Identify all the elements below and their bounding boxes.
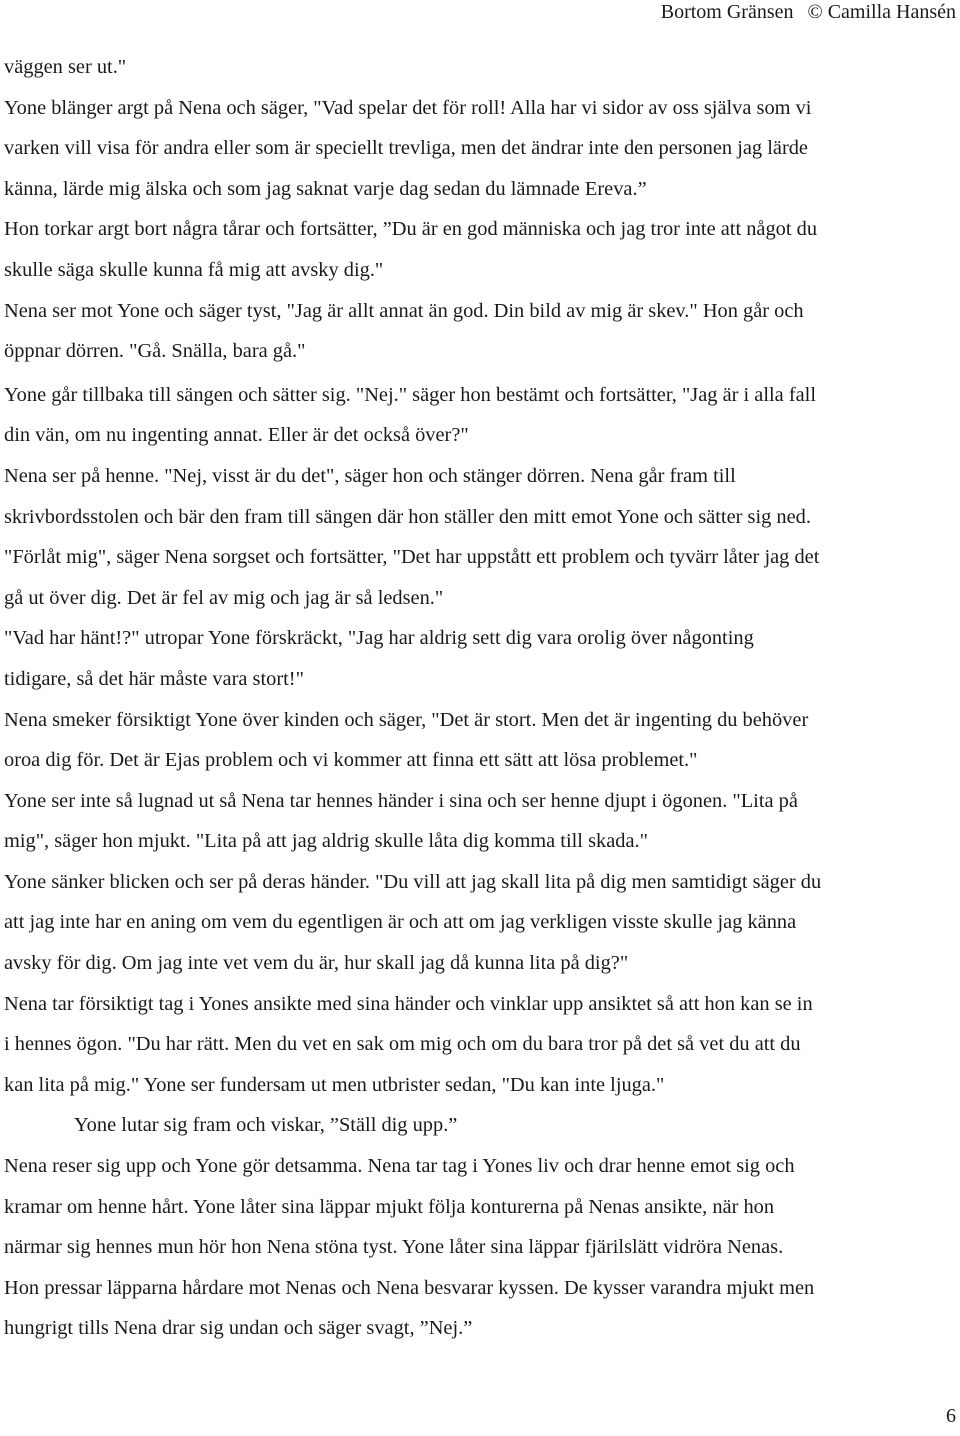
paragraph xyxy=(4,862,958,984)
page-header xyxy=(661,0,956,24)
text-line: känna, lärde mig älska och som jag saknat varje dag sedan du lämnade Ereva.” xyxy=(4,177,647,200)
header-author: © Camilla Hansén xyxy=(807,1,956,23)
text-line: Yone sänker blicken och ser på deras händer. "Du vill att jag skall lita på dig men samtidigt säger du xyxy=(4,870,822,893)
text-line: Nena reser sig upp och Yone gör detsamma. Nena tar tag i Yones liv och drar henne emot sig och xyxy=(4,1155,795,1178)
text-line: varken vill visa för andra eller som är speciellt trevliga, men det ändrar inte den personen jag lärde xyxy=(4,137,808,160)
text-line: Yone blänger argt på Nena och säger, "Vad spelar det för roll! Alla har vi sidor av oss själva som vi xyxy=(4,96,812,119)
text-line: Nena ser mot Yone och säger tyst, "Jag är allt annat än god. Din bild av mig är skev." Hon går och xyxy=(4,299,804,322)
text-line: väggen ser ut." xyxy=(4,56,127,78)
page-number: 6 xyxy=(946,1405,956,1427)
paragraph xyxy=(4,700,958,781)
paragraph xyxy=(4,1146,958,1268)
text-line: avsky för dig. Om jag inte vet vem du är, hur skall jag då kunna lita på dig?" xyxy=(4,952,629,975)
text-line: oroa dig för. Det är Ejas problem och vi kommer att finna ett sätt att lösa problemet." xyxy=(4,749,698,772)
text-line: Hon pressar läpparna hårdare mot Nenas och Nena besvarar kyssen. De kysser varandra mjukt men xyxy=(4,1276,815,1299)
text-line: att jag inte har en aning om vem du egentligen är och att om jag verkligen visste skulle jag känna xyxy=(4,911,797,934)
paragraph xyxy=(4,1268,958,1349)
paragraph xyxy=(4,781,958,862)
text-line: tidigare, så det här måste vara stort!" xyxy=(4,667,304,690)
paragraph xyxy=(4,537,958,618)
text-line: mig", säger hon mjukt. "Lita på att jag aldrig skulle låta dig komma till skada." xyxy=(4,830,648,853)
text-line: Nena ser på henne. "Nej, visst är du det", säger hon och stänger dörren. Nena går fram till xyxy=(4,464,736,487)
paragraph xyxy=(4,456,958,537)
text-line: din vän, om nu ingenting annat. Eller är det också över?" xyxy=(4,424,469,447)
text-line: i hennes ögon. "Du har rätt. Men du vet en sak om mig och om du bara tror på det så vet du att du xyxy=(4,1033,801,1056)
text-line: "Förlåt mig", säger Nena sorgset och fortsätter, "Det har uppstått ett problem och tyvärr låter jag det xyxy=(4,546,820,569)
text-line: närmar sig hennes mun hör hon Nena stöna tyst. Yone låter sina läppar fjärilslätt vidröra Nenas. xyxy=(4,1236,784,1259)
paragraph xyxy=(4,984,958,1106)
text-line: hungrigt tills Nena drar sig undan och säger svagt, ”Nej.” xyxy=(4,1317,473,1340)
page-body xyxy=(4,47,958,1349)
text-line: skulle säga skulle kunna få mig att avsky dig." xyxy=(4,258,384,281)
text-line: skrivbordsstolen och bär den fram till sängen där hon ställer den mitt emot Yone och sätter sig ned. xyxy=(4,505,811,528)
text-line: öppnar dörren. "Gå. Snälla, bara gå." xyxy=(4,340,306,363)
text-line: kramar om henne hårt. Yone låter sina läppar mjukt följa konturerna på Nenas ansikte, när hon xyxy=(4,1195,775,1218)
paragraph xyxy=(4,375,958,456)
text-line: Yone lutar sig fram och viskar, ”Ställ dig upp.” xyxy=(74,1114,458,1137)
text-line: "Vad har hänt!?" utropar Yone förskräckt, "Jag har aldrig sett dig vara orolig över någonting xyxy=(4,627,754,650)
paragraph xyxy=(4,291,958,372)
paragraph xyxy=(4,47,958,88)
text-line: Yone går tillbaka till sängen och sätter sig. "Nej." säger hon bestämt och fortsätter, "Jag är i alla fall xyxy=(4,383,816,406)
header-title: Bortom Gränsen xyxy=(660,1,794,23)
text-line: gå ut över dig. Det är fel av mig och jag är så ledsen." xyxy=(4,586,444,609)
text-line: Hon torkar argt bort några tårar och fortsätter, ”Du är en god människa och jag tror inte att något du xyxy=(4,218,818,241)
text-line: Nena tar försiktigt tag i Yones ansikte med sina händer och vinklar upp ansiktet så att hon kan se in xyxy=(4,992,813,1015)
text-line: Nena smeker försiktigt Yone över kinden och säger, "Det är stort. Men det är ingenting du behöver xyxy=(4,708,809,731)
paragraph xyxy=(4,88,958,210)
paragraph xyxy=(4,618,958,699)
text-line: Yone ser inte så lugnad ut så Nena tar hennes händer i sina och ser henne djupt i ögonen. "Lita på xyxy=(4,789,798,812)
text-line: kan lita på mig." Yone ser fundersam ut men utbrister sedan, "Du kan inte ljuga." xyxy=(4,1073,665,1096)
paragraph xyxy=(4,1105,958,1146)
paragraph xyxy=(4,209,958,290)
